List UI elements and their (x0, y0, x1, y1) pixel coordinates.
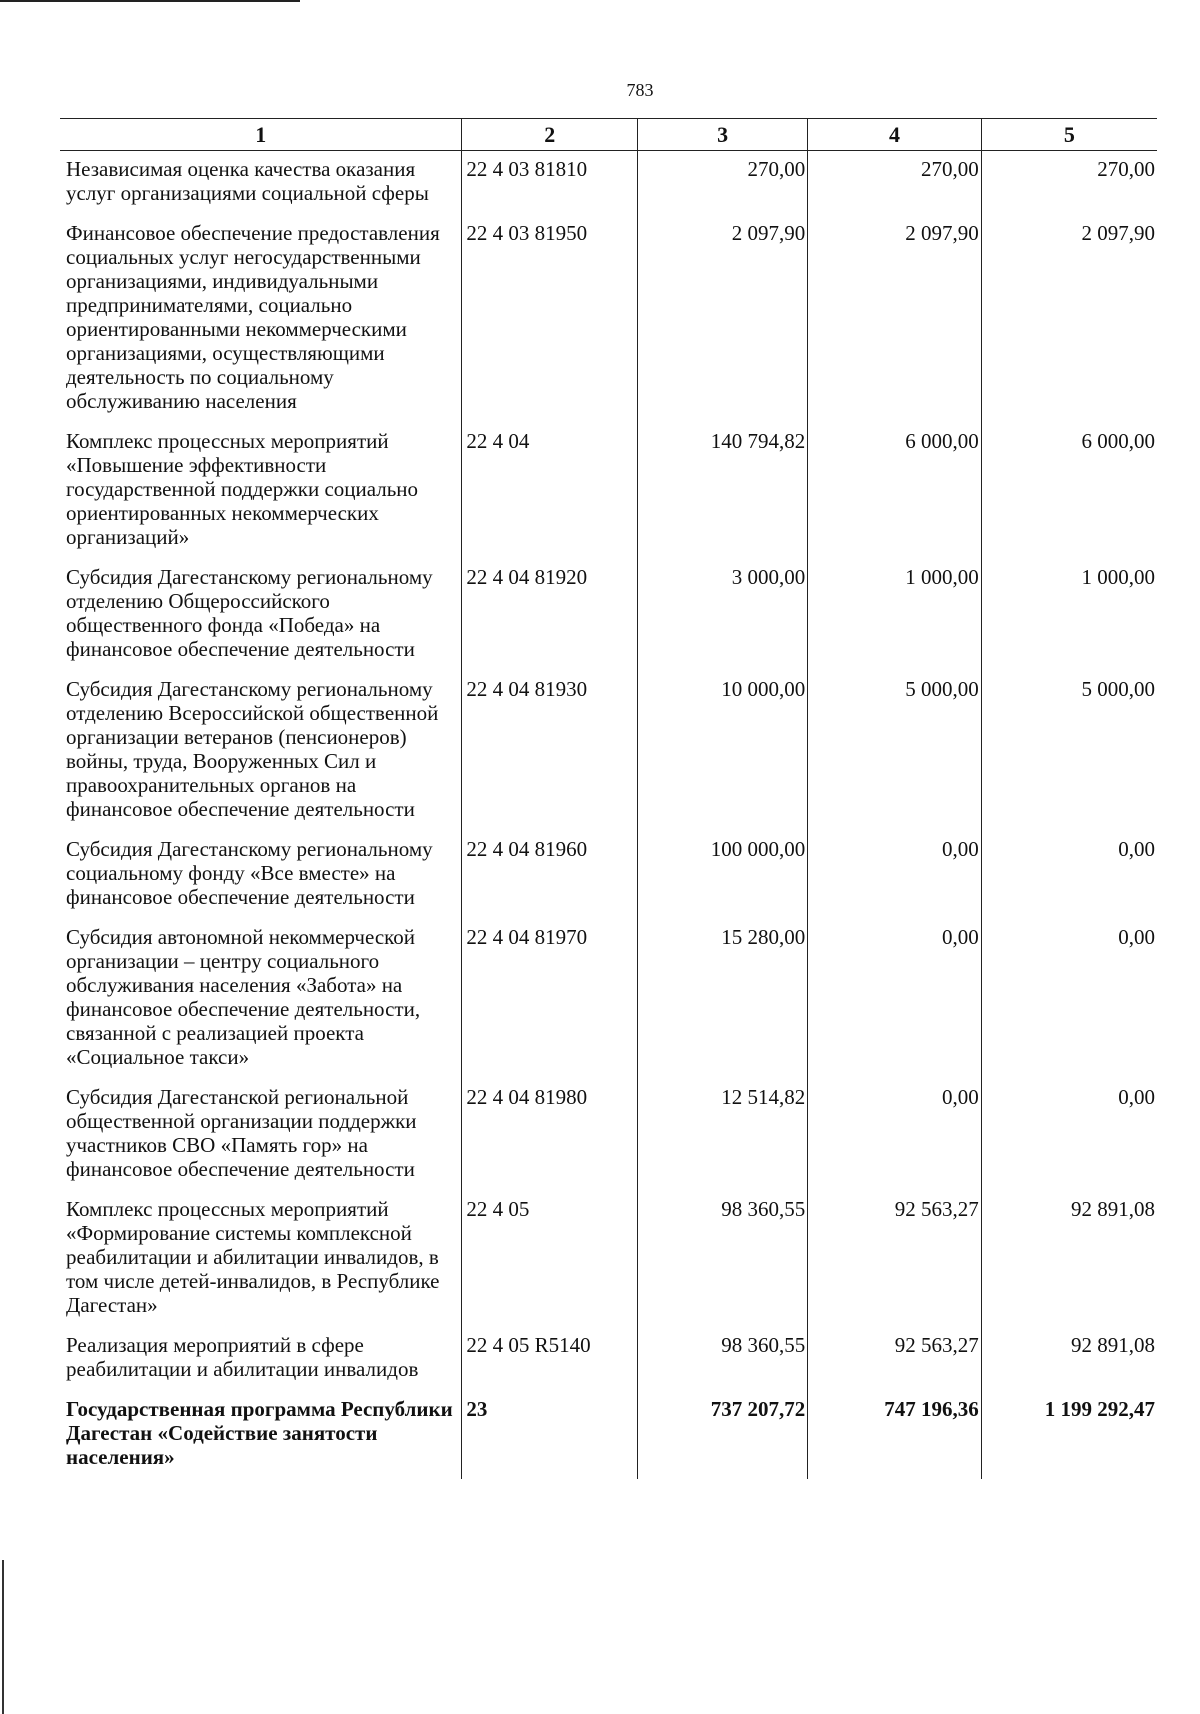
value-col5: 2 097,90 (981, 215, 1157, 423)
value-col4: 0,00 (808, 831, 981, 919)
value-col3: 270,00 (638, 151, 808, 216)
row-name: Независимая оценка качества оказания услуг организациями социальной сферы (66, 157, 429, 205)
row-code: 22 4 04 81920 (462, 559, 638, 671)
value-col5: 92 891,08 (981, 1327, 1157, 1391)
budget-table (60, 118, 1157, 1479)
value-col4: 747 196,36 (808, 1391, 981, 1479)
row-code: 22 4 05 R5140 (462, 1327, 638, 1391)
value-col4: 0,00 (808, 1079, 981, 1191)
value-col4: 92 563,27 (808, 1191, 981, 1327)
row-name: Финансовое обеспечение предоставления социальных услуг негосударственными организациями, индивидуальными предпринимателями, социально ориентированными некоммерческими организациями, осуществляющими деятельность по социальному обслуживанию населения (66, 221, 440, 413)
row-code: 22 4 05 (462, 1191, 638, 1327)
table-row (60, 559, 1157, 671)
table-body (60, 151, 1157, 1480)
row-name: Субсидия Дагестанской региональной общественной организации поддержки участников СВО «Память гор» на финансовое обеспечение деятельности (66, 1085, 417, 1181)
value-col3: 15 280,00 (638, 919, 808, 1079)
value-col3: 98 360,55 (638, 1191, 808, 1327)
column-header: 5 (981, 119, 1157, 151)
row-code: 22 4 04 81980 (462, 1079, 638, 1191)
value-col4: 2 097,90 (808, 215, 981, 423)
table-row (60, 1191, 1157, 1327)
row-name: Субсидия Дагестанскому региональному отделению Всероссийской общественной организации ветеранов (пенсионеров) войны, труда, Вооруженных Сил и правоохранительных органов на финансовое обеспечение деятельности (66, 677, 439, 821)
column-header: 4 (808, 119, 981, 151)
table-row (60, 831, 1157, 919)
value-col5: 270,00 (981, 151, 1157, 216)
value-col4: 0,00 (808, 919, 981, 1079)
row-code: 22 4 04 (462, 423, 638, 559)
table-row (60, 151, 1157, 216)
row-code: 22 4 04 81970 (462, 919, 638, 1079)
value-col3: 737 207,72 (638, 1391, 808, 1479)
table-row (60, 1079, 1157, 1191)
value-col3: 100 000,00 (638, 831, 808, 919)
value-col5: 1 000,00 (981, 559, 1157, 671)
value-col4: 5 000,00 (808, 671, 981, 831)
value-col5: 0,00 (981, 831, 1157, 919)
row-code: 22 4 03 81950 (462, 215, 638, 423)
row-code: 22 4 04 81930 (462, 671, 638, 831)
value-col5: 6 000,00 (981, 423, 1157, 559)
table-row (60, 215, 1157, 423)
row-name: Субсидия автономной некоммерческой организации – центру социального обслуживания населения «Забота» на финансовое обеспечение деятельности, связанной с реализацией проекта «Социальное такси» (66, 925, 421, 1069)
value-col5: 92 891,08 (981, 1191, 1157, 1327)
column-header: 3 (638, 119, 808, 151)
table-row (60, 423, 1157, 559)
row-code: 22 4 03 81810 (462, 151, 638, 216)
value-col4: 270,00 (808, 151, 981, 216)
table-row (60, 1391, 1157, 1479)
row-code: 22 4 04 81960 (462, 831, 638, 919)
value-col5: 0,00 (981, 919, 1157, 1079)
value-col5: 5 000,00 (981, 671, 1157, 831)
row-name: Субсидия Дагестанскому региональному отделению Общероссийского общественного фонда «Победа» на финансовое обеспечение деятельности (66, 565, 433, 661)
row-code: 23 (462, 1391, 638, 1479)
value-col4: 1 000,00 (808, 559, 981, 671)
value-col5: 1 199 292,47 (981, 1391, 1157, 1479)
table-row (60, 671, 1157, 831)
page-number: 783 (626, 80, 654, 100)
value-col3: 98 360,55 (638, 1327, 808, 1391)
value-col3: 10 000,00 (638, 671, 808, 831)
value-col4: 92 563,27 (808, 1327, 981, 1391)
column-header: 1 (60, 119, 462, 151)
row-name: Реализация мероприятий в сфере реабилитации и абилитации инвалидов (66, 1333, 419, 1381)
row-name: Государственная программа Республики Дагестан «Содействие занятости населения» (66, 1397, 453, 1469)
row-name: Комплекс процессных мероприятий «Формирование системы комплексной реабилитации и абилитации инвалидов, в том числе детей-инвалидов, в Республике Дагестан» (66, 1197, 440, 1317)
value-col3: 2 097,90 (638, 215, 808, 423)
table-row (60, 919, 1157, 1079)
value-col3: 12 514,82 (638, 1079, 808, 1191)
value-col4: 6 000,00 (808, 423, 981, 559)
table-header-row (60, 119, 1157, 151)
row-name: Комплекс процессных мероприятий «Повышение эффективности государственной поддержки социально ориентированных некоммерческих организаций» (66, 429, 419, 549)
column-header: 2 (462, 119, 638, 151)
scan-edge (2, 1560, 4, 1714)
value-col3: 3 000,00 (638, 559, 808, 671)
value-col3: 140 794,82 (638, 423, 808, 559)
row-name: Субсидия Дагестанскому региональному социальному фонду «Все вместе» на финансовое обеспечение деятельности (66, 837, 433, 909)
top-rule (0, 0, 300, 2)
table-row (60, 1327, 1157, 1391)
value-col5: 0,00 (981, 1079, 1157, 1191)
